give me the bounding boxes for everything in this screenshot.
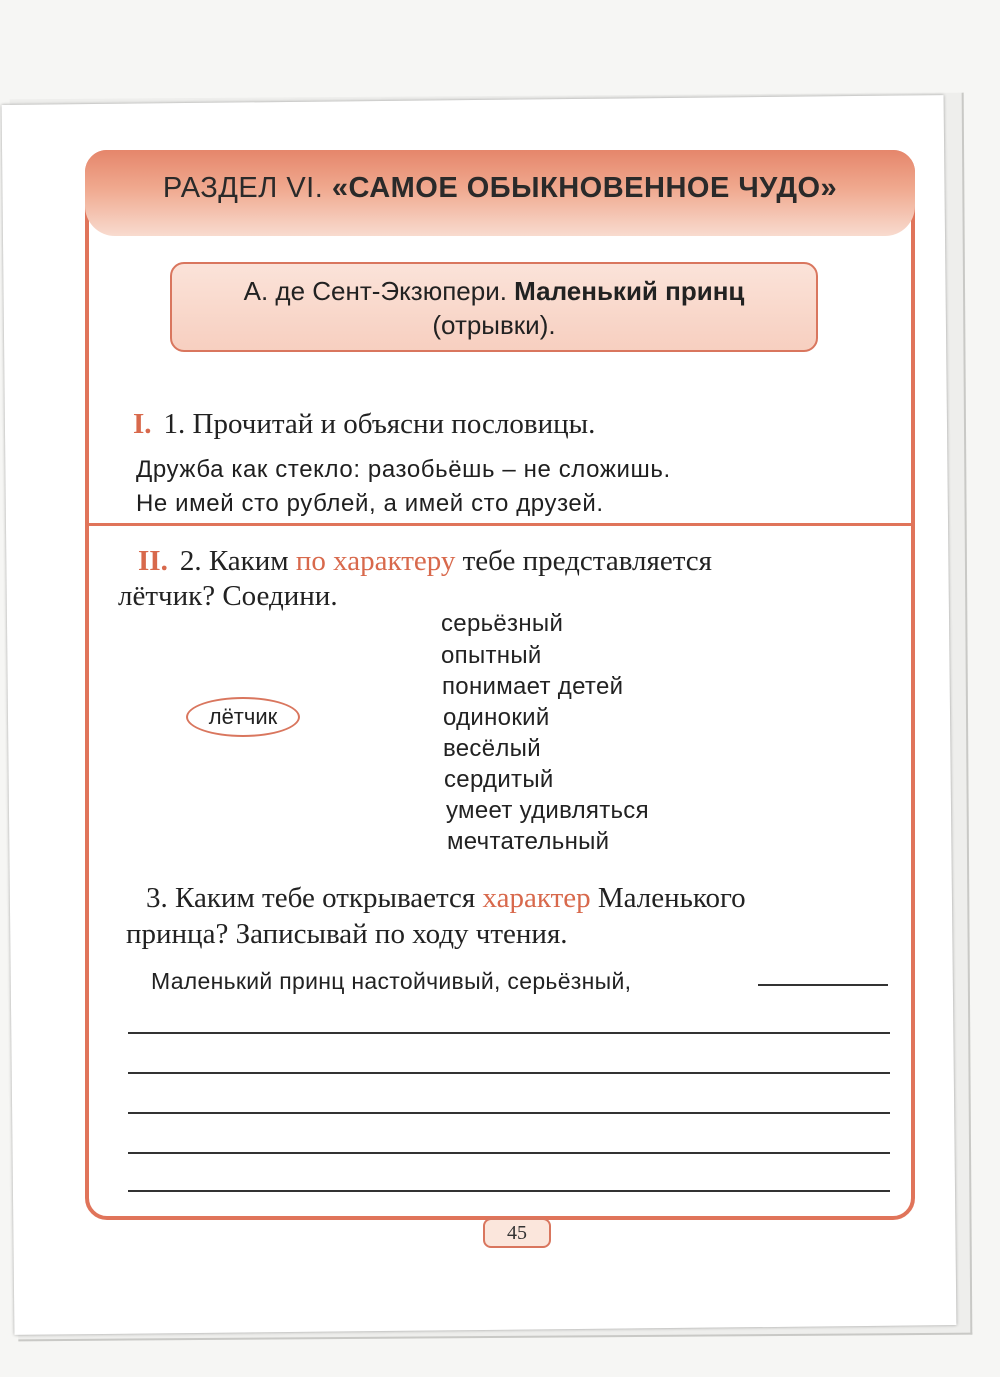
answer-line[interactable] <box>128 1072 890 1074</box>
answer-line[interactable] <box>128 1032 890 1034</box>
work-subtitle: (отрывки). <box>432 310 556 340</box>
work-title-box <box>170 262 818 352</box>
trait-item: серьёзный <box>441 610 564 637</box>
task-1-heading <box>133 408 595 441</box>
trait-item: одинокий <box>443 704 550 731</box>
answer-line[interactable] <box>128 1190 890 1192</box>
trait-item: сердитый <box>444 766 554 793</box>
work-author: А. де Сент-Экзюпери. <box>243 276 507 306</box>
answer-line[interactable] <box>128 1112 890 1114</box>
task-3-text-end: Маленького <box>597 882 746 914</box>
section-title <box>85 172 915 205</box>
task-3-heading <box>146 882 746 915</box>
task-1-text: 1. Прочитай и объясни пословицы. <box>163 408 596 440</box>
task-3-line-2: принца? Записывай по ходу чтения. <box>126 918 568 950</box>
task-2-text-start: 2. Каким <box>179 545 289 577</box>
trait-item: умеет удивляться <box>446 797 649 824</box>
proverb-2: Не имей сто рублей, а имей сто друзей. <box>136 490 604 517</box>
proverb-1: Дружба как стекло: разобьёшь – не сложишь. <box>136 456 671 483</box>
task-2-text-end: тебе представляется <box>462 545 712 577</box>
section-divider <box>85 523 915 526</box>
answer-line[interactable] <box>758 984 888 986</box>
task-2-highlight: по характеру <box>295 545 456 577</box>
task-3-highlight: характер <box>482 882 591 914</box>
trait-item: мечтательный <box>447 828 610 855</box>
task-2-roman: II. <box>138 545 168 577</box>
answer-starter: Маленький принц настойчивый, серьёзный, <box>151 968 632 994</box>
section-name: «САМОЕ ОБЫКНОВЕННОЕ ЧУДО» <box>331 172 838 204</box>
trait-item: весёлый <box>443 735 541 762</box>
task-3-text-start: 3. Каким тебе открывается <box>146 882 476 914</box>
work-title: Маленький принц <box>514 276 745 306</box>
answer-line[interactable] <box>128 1152 890 1154</box>
task-2-heading <box>138 545 712 578</box>
page-number: 45 <box>483 1218 551 1248</box>
task-2-line-2: лётчик? Соедини. <box>118 580 338 612</box>
section-prefix: РАЗДЕЛ VI. <box>162 172 324 204</box>
subject-oval: лётчик <box>186 697 300 737</box>
section-banner <box>85 150 915 236</box>
task-1-roman: I. <box>133 408 152 440</box>
trait-item: понимает детей <box>442 673 624 700</box>
trait-item: опытный <box>441 642 542 669</box>
